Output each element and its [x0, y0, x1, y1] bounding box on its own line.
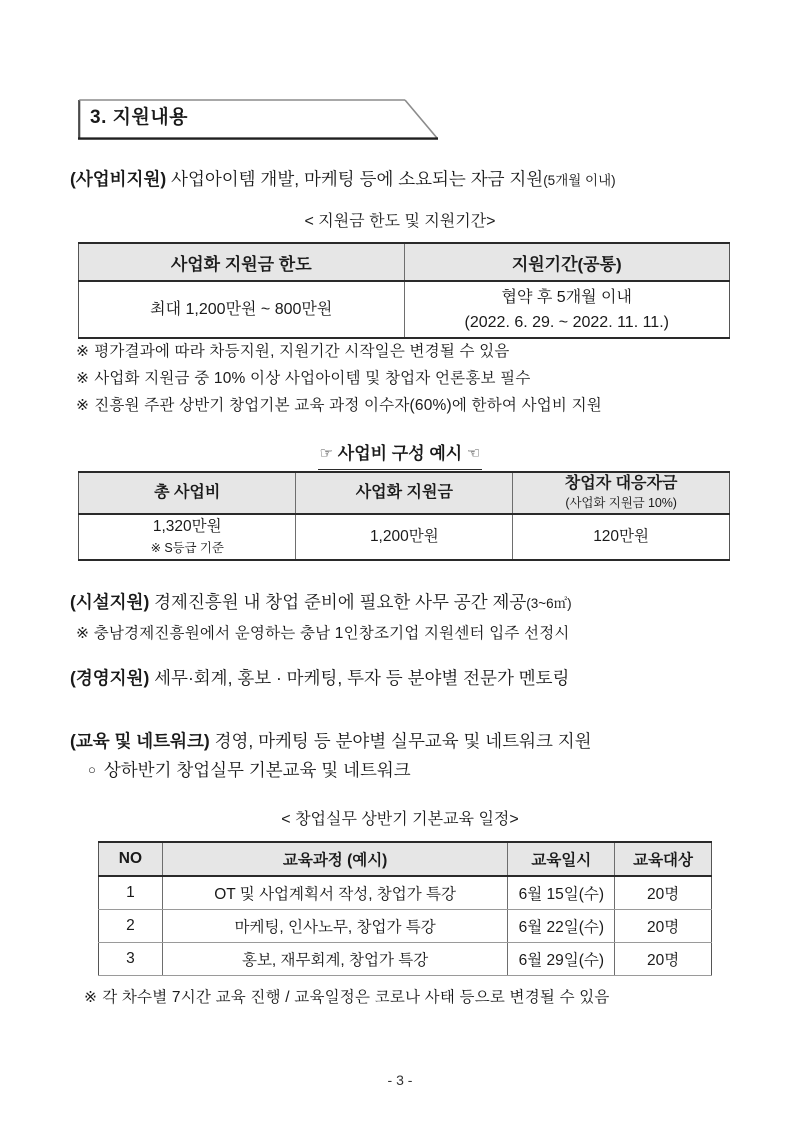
- paragraph-education-body: 경영, 마케팅 등 분야별 실무교육 및 네트워크 지원: [209, 731, 592, 751]
- table-budget-cell-grant: 1,200만원: [296, 514, 513, 560]
- hand-right-pointing-icon: ☞: [319, 445, 334, 462]
- table-edu-cell-no: 1: [99, 876, 163, 910]
- note-education-schedule-text: 각 차수별 7시간 교육 진행 / 교육일정은 코로나 사태 등으로 변경될 수 있음: [102, 989, 610, 1006]
- table-budget-header-matching-main: 창업자 대응자금: [564, 474, 678, 492]
- reference-mark-icon: ※: [76, 397, 90, 414]
- paragraph-facility-body: 경제진흥원 내 창업 준비에 필요한 사무 공간 제공: [149, 592, 527, 612]
- table-edu-cell-date: 6월 22일(수): [508, 910, 615, 943]
- paragraph-management: [70, 665, 735, 691]
- table-row: [99, 876, 712, 910]
- table-edu-header-target: 교육대상: [615, 842, 712, 876]
- table-budget-header-grant: 사업화 지원금: [296, 472, 513, 514]
- note-education-schedule: [84, 986, 764, 1010]
- table-edu-cell-course: OT 및 사업계획서 작성, 창업가 특강: [162, 876, 508, 910]
- section-title: 3. 지원내용: [90, 107, 189, 128]
- table-header-row: [99, 842, 712, 876]
- note-facility: ※ 충남경제진흥원에서 운영하는 충남 1인창조기업 지원센터 입주 선정시: [76, 625, 570, 642]
- table-support-limit-header-period: 지원기간(공통): [404, 243, 730, 281]
- period-line-1: 협약 후 5개월 이내: [501, 288, 632, 306]
- reference-mark-icon: ※: [76, 343, 90, 360]
- table-edu-header-course: 교육과정 (예시): [162, 842, 508, 876]
- circle-bullet-icon: ○: [88, 762, 96, 777]
- note-item-2-text: 사업화 지원금 중 10% 이상 사업아이템 및 창업자 언론홍보 필수: [94, 370, 531, 387]
- table-edu-header-no: NO: [99, 842, 163, 876]
- note-item-3-text: 진흥원 주관 상반기 창업기본 교육 과정 이수자(60%)에 한하여 사업비 지원: [94, 397, 602, 414]
- paragraph-management-body: 세무·회계, 홍보 · 마케팅, 투자 등 분야별 전문가 멘토링: [149, 668, 570, 688]
- page-number: - 3 -: [387, 1072, 413, 1088]
- paragraph-facility-tail: (3~6㎡): [526, 596, 572, 611]
- table-budget-example: [78, 471, 730, 561]
- table-edu-schedule-caption: < 창업실무 상반기 기본교육 일정>: [281, 811, 519, 828]
- table-header-row: [79, 472, 730, 514]
- note-item-2: [76, 367, 756, 391]
- note-item-1: [76, 340, 756, 364]
- hand-left-pointing-icon: ☜: [466, 445, 481, 462]
- table-row: [79, 281, 730, 338]
- paragraph-project-cost-body: 사업아이템 개발, 마케팅 등에 소요되는 자금 지원: [166, 169, 544, 189]
- table-edu-cell-target: 20명: [615, 910, 712, 943]
- paragraph-project-cost-lead: (사업비지원): [70, 169, 167, 189]
- table-budget-header-matching-sub: (사업화 지원금 10%): [565, 495, 677, 510]
- table-edu-cell-target: 20명: [615, 943, 712, 976]
- table-support-limit-cell-amount: 최대 1,200만원 ~ 800만원: [79, 281, 405, 338]
- table-edu-cell-date: 6월 29일(수): [508, 943, 615, 976]
- table-budget-header-total: 총 사업비: [79, 472, 296, 514]
- caption-text: 사업비 구성 예시: [337, 444, 463, 463]
- table-edu-header-date: 교육일시: [508, 842, 615, 876]
- table-budget-example-caption: [0, 441, 800, 470]
- reference-mark-icon: ※: [84, 989, 98, 1006]
- table-budget-cell-total-sub: ※ S등급 기준: [150, 540, 224, 555]
- paragraph-management-lead: (경영지원): [70, 668, 150, 688]
- table-edu-schedule: [98, 841, 712, 976]
- note-item-1-text: 평가결과에 따라 차등지원, 지원기간 시작일은 변경될 수 있음: [94, 343, 510, 360]
- table-budget-cell-total: [79, 514, 296, 560]
- table-support-limit: [78, 242, 730, 339]
- table-row: [99, 943, 712, 976]
- table-support-limit-caption: < 지원금 한도 및 지원기간>: [304, 213, 496, 230]
- paragraph-project-cost: [70, 166, 735, 194]
- caption-underline-wrapper: [318, 441, 483, 470]
- paragraph-education-lead: (교육 및 네트워크): [70, 731, 210, 751]
- paragraph-education: [70, 728, 735, 754]
- table-edu-cell-target: 20명: [615, 876, 712, 910]
- table-edu-cell-no: 2: [99, 910, 163, 943]
- table-row: [79, 514, 730, 560]
- table-edu-cell-no: 3: [99, 943, 163, 976]
- period-line-2: (2022. 6. 29. ~ 2022. 11. 11.): [464, 313, 669, 331]
- note-item-3: [76, 394, 756, 418]
- table-budget-cell-total-main: 1,320만원: [152, 517, 222, 535]
- section-banner: [78, 98, 440, 140]
- paragraph-facility-lead: (시설지원): [70, 592, 150, 612]
- sub-item-education-network: [88, 757, 411, 783]
- table-support-limit-cell-period: [404, 281, 730, 338]
- table-edu-cell-course: 마케팅, 인사노무, 창업가 특강: [162, 910, 508, 943]
- table-row: [99, 910, 712, 943]
- table-budget-header-matching: [513, 472, 730, 514]
- table-budget-cell-matching: 120만원: [513, 514, 730, 560]
- table-support-limit-header-amount: 사업화 지원금 한도: [79, 243, 405, 281]
- sub-item-education-network-text: 상하반기 창업실무 기본교육 및 네트워크: [103, 760, 411, 780]
- table-edu-cell-date: 6월 15일(수): [508, 876, 615, 910]
- table-header-row: [79, 243, 730, 281]
- paragraph-project-cost-tail: (5개월 이내): [543, 173, 616, 188]
- table-edu-cell-course: 홍보, 재무회계, 창업가 특강: [162, 943, 508, 976]
- paragraph-facility: [70, 589, 735, 617]
- reference-mark-icon: ※: [76, 370, 90, 387]
